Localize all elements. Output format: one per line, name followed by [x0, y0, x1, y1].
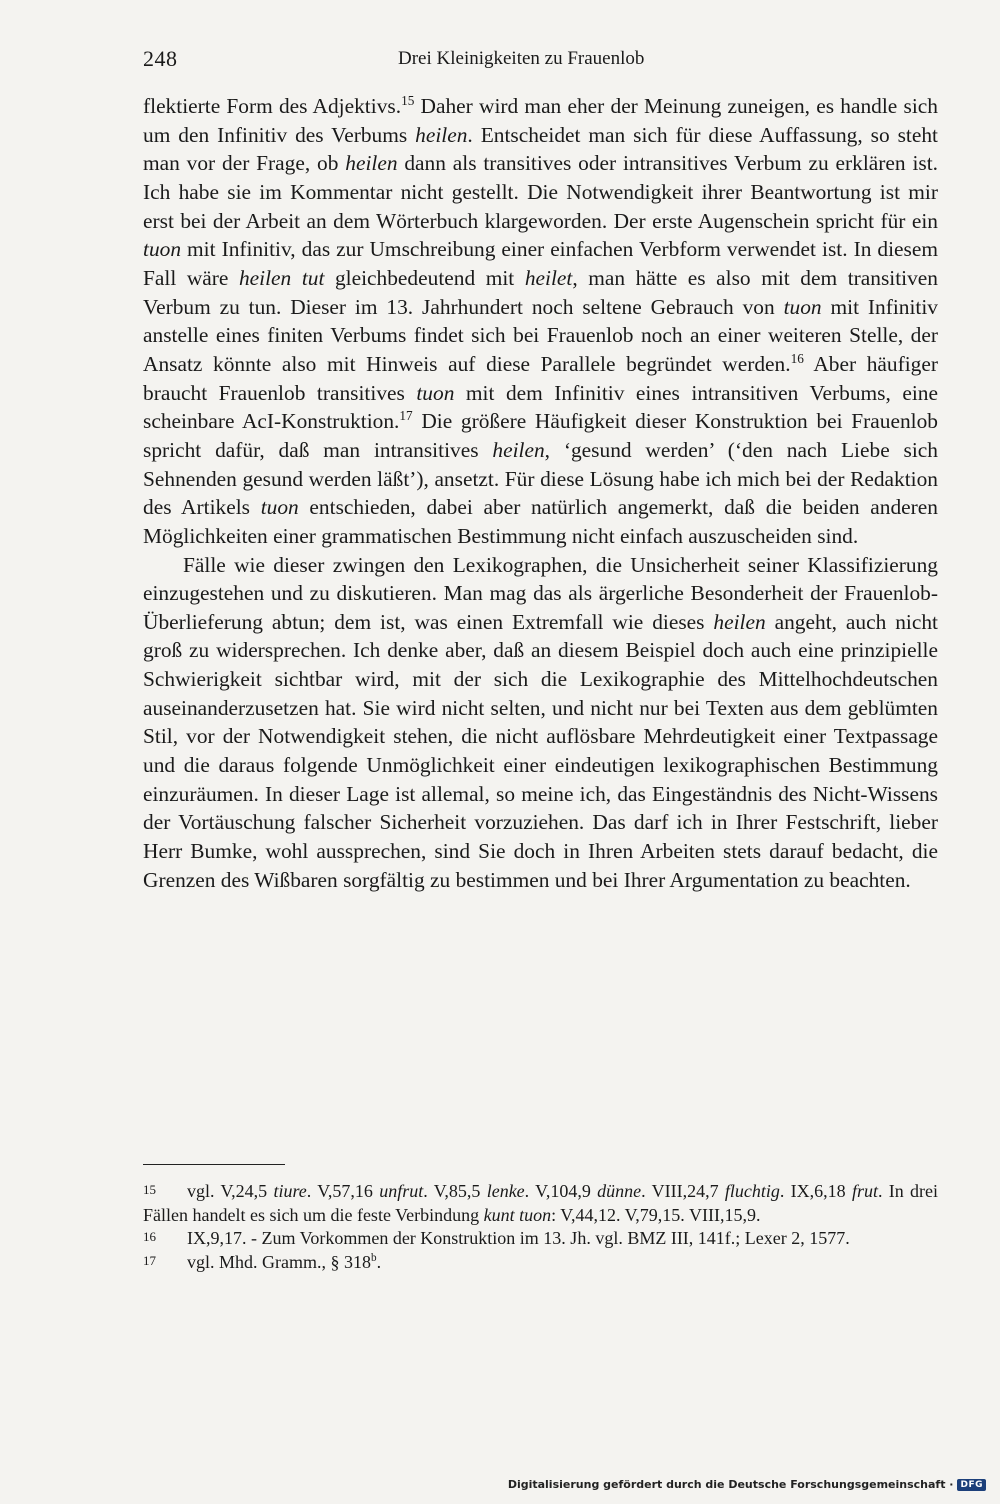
text-run: flektierte Form des Adjektivs.	[143, 94, 402, 118]
text-run: mit Infinitiv, das zur Umschreibung einer einfachen Verbform verwendet ist. In diesem Fall wäre	[143, 237, 938, 290]
running-title: Drei Kleinigkeiten zu Frauenlob	[398, 48, 645, 69]
italic-term: kunt tuon	[483, 1204, 552, 1225]
page-header	[143, 46, 938, 80]
text-run: IX,9,17. - Zum Vorkommen der Konstruktion im 13. Jh. vgl. BMZ III, 141f.; Lexer 2, 1577.	[187, 1228, 850, 1248]
text-run: mit Infinitiv anstelle eines finiten Verbums findet sich bei Frauenlob noch an einer weiteren Stelle, der Ansatz könnte also mit Hinweis auf diese Parallele begründet werden.	[143, 294, 938, 376]
text-run: vgl. Mhd. Gramm., § 318	[187, 1251, 371, 1272]
italic-term: tuon	[783, 294, 822, 319]
digitization-credit: Digitalisierung gefördert durch die Deutsche Forschungsgemeinschaft ·	[507, 1478, 954, 1491]
italic-term: heilen	[415, 122, 468, 147]
italic-term: lenke	[486, 1181, 525, 1201]
text-run: entschieden, dabei aber natürlich angemerkt, daß die beiden anderen Möglichkeiten einer grammatischen Bestimmung nicht einfach auszuscheiden sind.	[143, 495, 938, 548]
text-run: .	[376, 1251, 382, 1272]
footnote-17	[143, 1251, 938, 1275]
footnote-reference: 17	[399, 408, 413, 423]
dfg-logo-icon: DFG	[957, 1479, 986, 1491]
text-run: , man hätte es also mit dem transitiven Verbum zu tun. Dieser im 13. Jahrhundert noch seltene Gebrauch von	[143, 265, 938, 319]
italic-term: tuon	[260, 495, 299, 520]
text-run: angeht, auch nicht groß zu widersprechen. Ich denke aber, daß an diesem Beispiel doch auch eine prinzipielle Schwierigkeit sichtbar wird, mit der sich die Lexikographie des Mittelhochdeutschen auseinanderzusetzen hat. Sie wird nicht selten, und nicht nur bei Texten aus dem geblümten Stil, vor der Notwendigkeit stehen, die nicht auflösbare Mehrdeutigkeit einer Textpassage und die daraus folgende Unmöglichkeit einer eindeutigen lexikographischen Bestimmung einzuräumen. In dieser Lage ist allemal, so meine ich, das Eingeständnis des Nicht-Wissens der Vortäuschung falscher Sicherheit vorzuziehen. Das darf ich in Ihrer Festschrift, lieber Herr Bumke, wohl aussprechen, sind Sie doch in Ihren Arbeiten stets darauf bedacht, die Grenzen des Wißbaren sorgfältig zu bestimmen und bei Ihrer Argumentation zu beachten.	[143, 609, 938, 892]
text-run: . IX,6,18	[779, 1181, 852, 1201]
text-run: Daher wird man eher der Meinung zuneigen, es handle sich um den Infinitiv des Verbums	[143, 94, 938, 147]
italic-term: tiure	[273, 1181, 307, 1201]
text-run: dann als transitives oder intransitives Verbum zu erklären ist. Ich habe sie im Kommentar nicht gestellt. Die Notwendigkeit ihrer Beantwortung ist mir erst bei der Arbeit an dem Wörterbuch klargeworden. Der erste Augenschein spricht für ein	[143, 151, 938, 233]
footnote-15	[143, 1180, 938, 1227]
footnote-text	[143, 1180, 938, 1227]
footnote-reference: b	[371, 1251, 377, 1264]
footnote-16	[143, 1227, 938, 1251]
footnote-reference: 16	[790, 350, 804, 366]
paragraph-2	[143, 551, 938, 895]
text-run: . Entscheidet man sich für diese Auffassung, so steht man vor der Frage, ob	[143, 122, 938, 176]
italic-term: tuon	[143, 237, 182, 262]
footnote-text	[143, 1251, 938, 1275]
body-text	[143, 92, 938, 894]
footnotes	[143, 1180, 938, 1274]
text-run: , ‘gesund werden’ (‘den nach Liebe sich Sehnenden gesund werden läßt’), ansetzt. Für diese Lösung habe ich mich bei der Redaktion des Artikels	[143, 437, 938, 520]
footnote-number: 17	[143, 1252, 156, 1268]
text-run: Die größere Häufigkeit dieser Konstruktion bei Frauenlob spricht dafür, daß man intransitives	[143, 409, 938, 462]
footnote-number: 16	[143, 1229, 156, 1244]
italic-term: heilen	[713, 609, 766, 634]
page-number: 248	[143, 46, 178, 71]
text-run: . V,85,5	[423, 1181, 487, 1201]
footnote-reference: 15	[401, 92, 415, 108]
italic-term: heilen	[345, 151, 398, 176]
italic-term: fluchtig	[724, 1181, 780, 1201]
text-run: . V,57,16	[306, 1181, 380, 1201]
footnote-separator	[143, 1164, 285, 1165]
text-run: gleichbedeutend mit	[324, 265, 525, 290]
paragraph-1	[143, 92, 938, 551]
text-run: Fälle wie dieser zwingen den Lexikographen, die Unsicherheit seiner Klassifizierung einzugestehen und zu diskutieren. Man mag das als ärgerliche Besonderheit der Frauenlob-Überlieferung abtun; dem ist, was einen Extremfall wie dieses	[143, 552, 938, 634]
italic-term: heilen tut	[238, 265, 325, 290]
digitization-footer	[508, 1478, 986, 1491]
italic-term: unfrut	[379, 1181, 424, 1201]
text-run: . In drei Fällen handelt es sich um die feste Verbindung	[143, 1181, 939, 1225]
text-run: Aber häufiger braucht Frauenlob transitives	[143, 351, 938, 405]
text-run: vgl. V,24,5	[187, 1181, 274, 1201]
italic-term: frut	[851, 1181, 878, 1201]
footnote-text	[143, 1227, 938, 1251]
italic-term: heilen	[492, 437, 545, 462]
italic-term: heilet	[524, 265, 573, 290]
text-run: . VIII,24,7	[641, 1181, 725, 1201]
italic-term: tuon	[416, 380, 455, 405]
text-run: mit dem Infinitiv eines intransitiven Verbums, eine scheinbare AcI-Konstruktion.	[143, 380, 938, 434]
text-run: . V,104,9	[524, 1181, 598, 1201]
italic-term: dünne	[597, 1181, 642, 1201]
footnote-number: 15	[143, 1182, 156, 1197]
text-run: : V,44,12. V,79,15. VIII,15,9.	[551, 1204, 761, 1225]
